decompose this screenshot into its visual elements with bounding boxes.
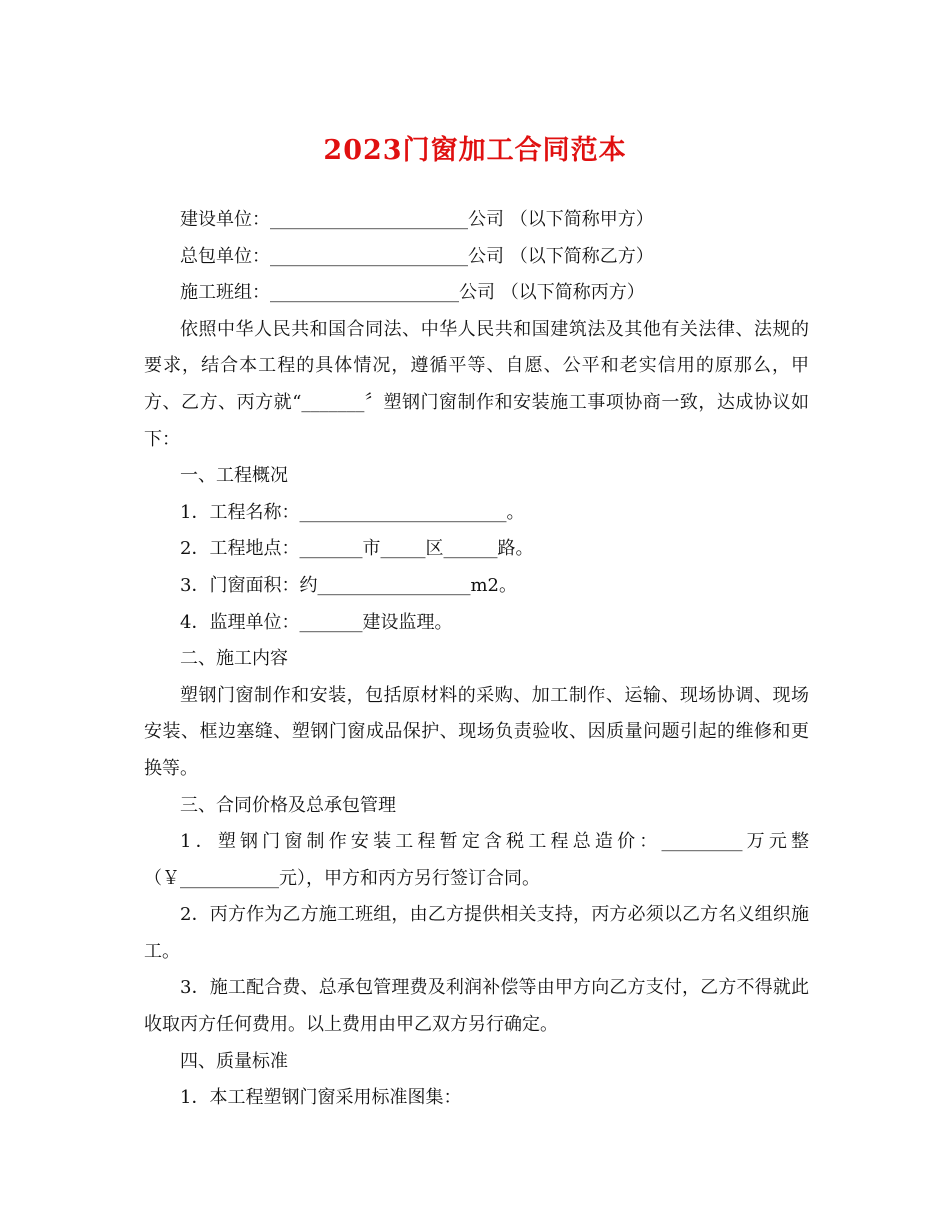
page-title: 2023门窗加工合同范本 — [323, 135, 627, 166]
party-b-line: 总包单位：______________________公司 （以下简称乙方） — [180, 245, 654, 267]
supervision-unit-line: 4．监理单位：_______建设监理。 — [180, 611, 453, 633]
section-heading-3: 三、合同价格及总承包管理 — [180, 794, 396, 816]
party-c-line: 施工班组：_____________________公司 （以下简称丙方） — [180, 282, 645, 304]
preamble-paragraph: 依照中华人民共和国合同法、中华人民共和国建筑法及其他有关法律、法规的要求，结合本工程的具体情况，遵循平等、自愿、公平和老实信用的原那么，甲方、乙方、丙方就“_______〞塑钢门窗制作和安装施工事项协商一致，达成协议如下： — [144, 318, 809, 450]
section-heading-1: 一、工程概况 — [180, 465, 288, 487]
party-a-line: 建设单位：______________________公司 （以下简称甲方） — [180, 209, 654, 230]
price-clause-3: 3．施工配合费、总承包管理费及利润补偿等由甲方向乙方支付，乙方不得就此收取丙方任何费用。以上费用由甲乙双方另行确定。 — [144, 977, 809, 1036]
section-heading-4: 四、质量标准 — [180, 1050, 288, 1072]
project-location-line: 2．工程地点：_______市_____区______路。 — [180, 538, 534, 560]
price-clause-2: 2．丙方作为乙方施工班组，由乙方提供相关支持，丙方必须以乙方名义组织施工。 — [144, 904, 809, 962]
project-name-line: 1．工程名称：_______________________。 — [180, 501, 525, 523]
section-heading-2: 二、施工内容 — [180, 648, 288, 670]
document-body — [144, 202, 809, 1117]
construction-content-paragraph: 塑钢门窗制作和安装，包括原材料的采购、加工制作、运输、现场协调、现场安装、框边塞缝、塑钢门窗成品保护、现场负责验收、因质量问题引起的维修和更换等。 — [144, 684, 809, 779]
quality-clause-1: 1．本工程塑钢门窗采用标准图集： — [180, 1087, 462, 1109]
window-area-line: 3．门窗面积：约_________________m2。 — [180, 574, 517, 596]
price-clause-1: 1．塑钢门窗制作安装工程暂定含税工程总造价：_________万元整（￥___________元），甲方和丙方另行签订合同。 — [144, 831, 809, 889]
